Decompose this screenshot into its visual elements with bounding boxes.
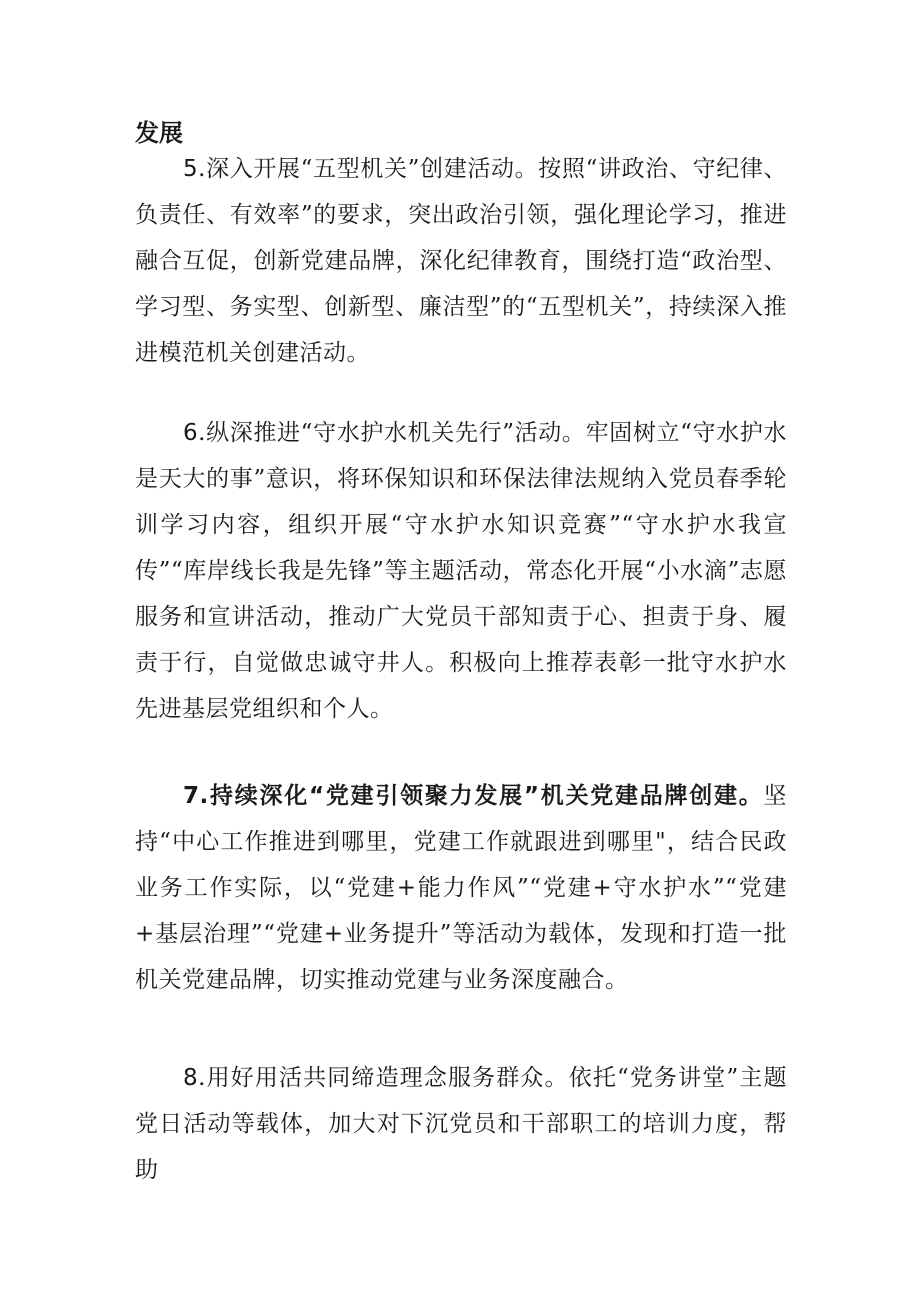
paragraph-item-5 bbox=[135, 146, 787, 376]
item-lead: .深入开展“五型机关”创建活动。 bbox=[198, 156, 539, 182]
item-number: 6 bbox=[183, 420, 199, 446]
item-lead: .持续深化“党建引领聚力发展”机关党建品牌创建。 bbox=[199, 783, 764, 809]
paragraph-item-8 bbox=[135, 1055, 787, 1193]
item-number: 8 bbox=[183, 1065, 199, 1091]
item-body: 坚持“中心工作推进到哪里，党建工作就跟进到哪里"，结合民政业务工作实际，以“党建+能力作风”“党建+守水护水”“党建+基层治理”“党建+业务提升”等活动为载体，发现和打造一批机关党建品牌，切实推动党建与业务深度融合。 bbox=[135, 783, 787, 993]
section-heading-fragment: 发展 bbox=[135, 119, 183, 147]
item-lead: .纵深推进“守水护水机关先行”活动。 bbox=[198, 420, 586, 446]
item-number: 5 bbox=[183, 156, 199, 182]
item-body: 依托“党务讲堂”主题党日活动等载体，加大对下沉党员和干部职工的培训力度，帮助 bbox=[135, 1065, 787, 1183]
item-number: 7 bbox=[183, 783, 200, 809]
item-body: 按照“讲政治、守纪律、负责任、有效率”的要求，突出政治引领，强化理论学习，推进融合互促，创新党建品牌，深化纪律教育，围绕打造“政治型、学习型、务实型、创新型、廉洁型”的“五型机关”，持续深入推进模范机关创建活动。 bbox=[135, 156, 788, 366]
item-body: 牢固树立“守水护水是天大的事”意识，将环保知识和环保法律法规纳入党员春季轮训学习内容，组织开展“守水护水知识竞赛”“守水护水我宣传”“库岸线长我是先锋”等主题活动，常态化开展“小水滴”志愿服务和宣讲活动，推动广大党员干部知责于心、担责于身、履责于行，自觉做忠诚守井人。积极向上推荐表彰一批守水护水先进基层党组织和个人。 bbox=[135, 420, 787, 722]
paragraph-item-6 bbox=[135, 410, 787, 732]
item-lead: .用好用活共同缔造理念服务群众。 bbox=[198, 1065, 569, 1091]
paragraph-item-7 bbox=[135, 773, 787, 1003]
